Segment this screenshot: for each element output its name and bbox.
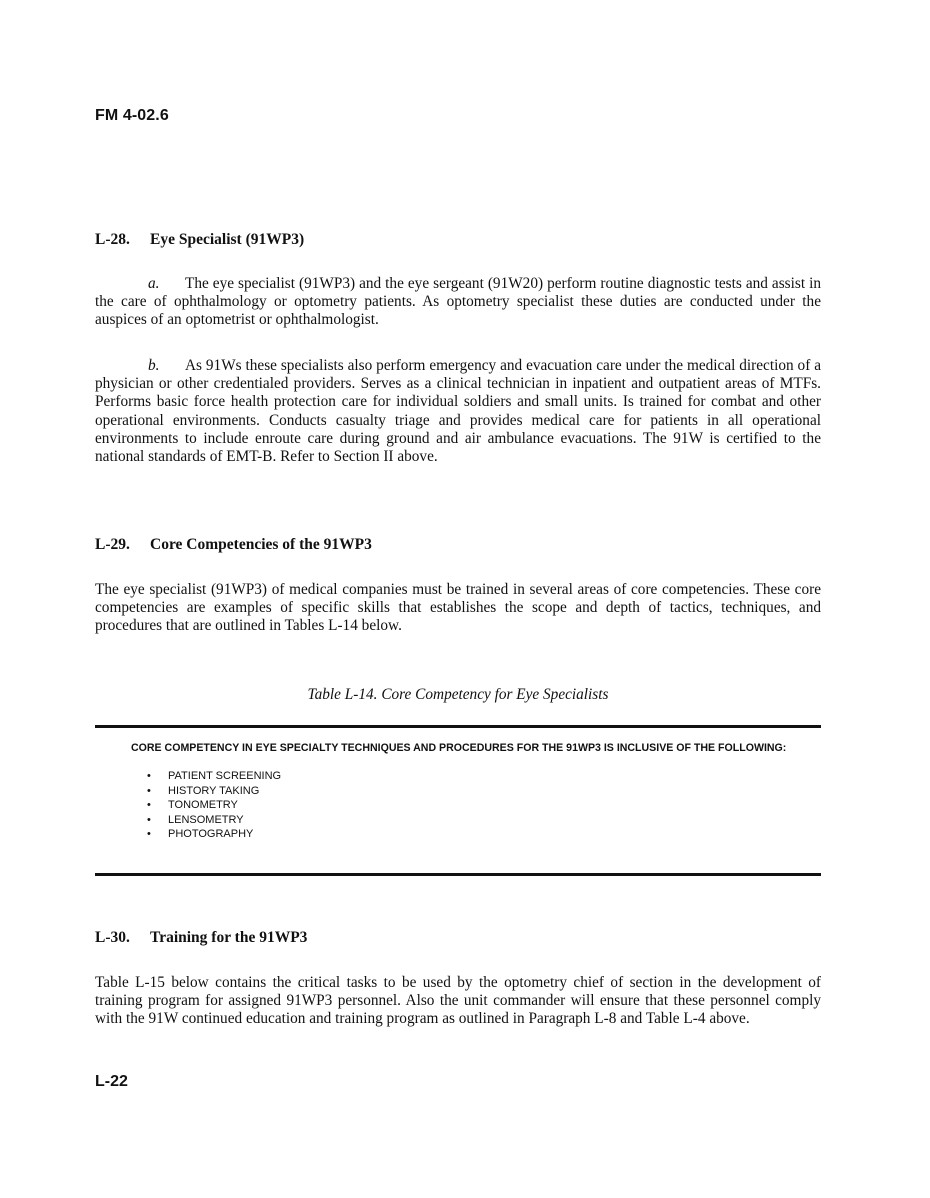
list-item: • TONOMETRY [147, 799, 238, 812]
section-number: L-29. [95, 536, 130, 553]
bullet-icon: • [147, 784, 151, 797]
section-number: L-28. [95, 231, 130, 248]
section-heading-l28 [95, 231, 304, 249]
section-title: Training for the 91WP3 [150, 929, 308, 946]
section-title: Eye Specialist (91WP3) [150, 231, 305, 248]
paragraph-text: As 91Ws these specialists also perform emergency and evacuation care under the medical direction of a physician or other credentialed providers. Serves as a clinical technician in inpatient and outpatient areas of MTFs. Performs basic force health protection care for individual soldiers and small units. Is trained for combat and other operational environments. Conducts casualty triage and provides medical care for patients in all operational environments to include enroute care during ground and air ambulance evacuations. The 91W is certified to the national standards of EMT-B. Refer to Section II above. [95, 357, 821, 466]
page-number-footer: L-22 [95, 1073, 128, 1090]
list-item: • HISTORY TAKING [147, 784, 260, 797]
list-item: • LENSOMETRY [147, 813, 244, 826]
paragraph-letter: b. [148, 357, 160, 374]
competency-table [131, 741, 801, 842]
paragraph-letter: a. [148, 275, 160, 292]
list-item: • PHOTOGRAPHY [147, 828, 254, 841]
competency-list [131, 769, 801, 842]
table-top-rule [95, 725, 821, 728]
bullet-icon: • [147, 828, 151, 841]
section-title: Core Competencies of the 91WP3 [150, 536, 372, 553]
paragraph-l29: The eye specialist (91WP3) of medical companies must be trained in several areas of core competencies. These core competencies are examples of specific skills that establishes the scope and depth of tactics, techniques, and procedures that are outlined in Tables L-14 below. [95, 581, 821, 635]
bullet-icon: • [147, 770, 151, 782]
section-number: L-30. [95, 929, 130, 946]
table-heading: CORE COMPETENCY IN EYE SPECIALTY TECHNIQUES AND PROCEDURES FOR THE 91WP3 IS INCLUSIVE OF THE FOLLOWING: [131, 742, 787, 754]
table-bottom-rule [95, 873, 821, 876]
bullet-icon: • [147, 813, 151, 826]
paragraph-l28-b [95, 357, 821, 466]
list-item: • PATIENT SCREENING [147, 770, 282, 782]
document-id-header: FM 4-02.6 [95, 107, 169, 124]
section-heading-l29 [95, 536, 372, 554]
table-caption: Table L-14. Core Competency for Eye Specialists [307, 686, 609, 703]
paragraph-text: The eye specialist (91WP3) and the eye sergeant (91W20) perform routine diagnostic tests and assist in the care of ophthalmology or optometry patients. As optometry specialist these duties are conducted under the auspices of an optometrist or ophthalmologist. [95, 275, 821, 329]
paragraph-l30: Table L-15 below contains the critical tasks to be used by the optometry chief of section in the development of training program for assigned 91WP3 personnel. Also the unit commander will ensure that these personnel comply with the 91W continued education and training program as outlined in Paragraph L-8 and Table L-4 above. [95, 974, 821, 1028]
paragraph-l28-a [95, 275, 821, 330]
bullet-icon: • [147, 799, 151, 812]
section-heading-l30 [95, 929, 307, 947]
